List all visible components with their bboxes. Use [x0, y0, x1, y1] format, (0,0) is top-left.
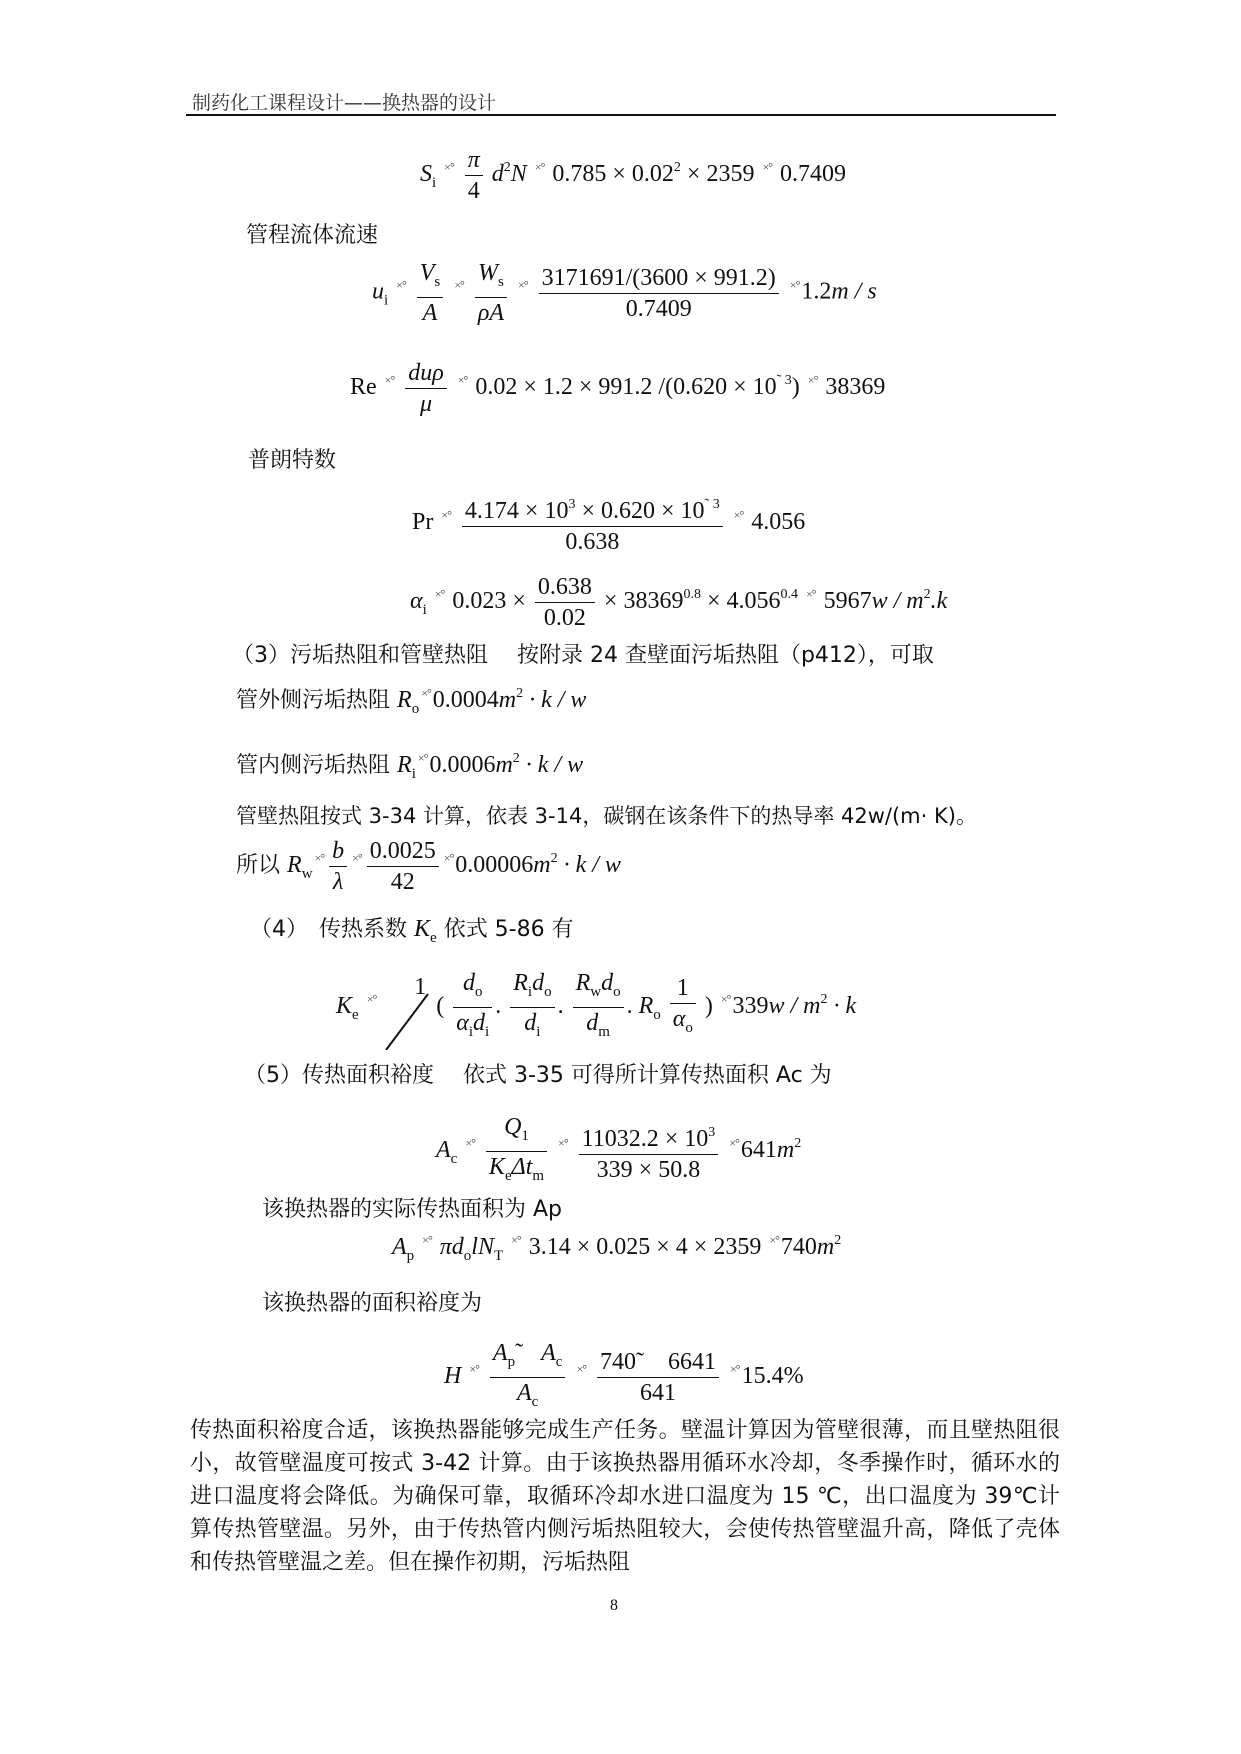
equation-ap: $A_p$ ×° $\pi d_olN_T$ ×° 3.14 × 0.025 × 4 × 2359 $^{\times^\circ}740m^2$	[392, 1233, 842, 1264]
page-number: 8	[610, 1597, 618, 1614]
fraction-slash: 1	[384, 980, 430, 1036]
section-4-heading: （4） 传热系数 $K_e$ 依式 5-86 有	[250, 916, 574, 946]
body-paragraph: 传热面积裕度合适，该换热器能够完成生产任务。壁温计算因为管壁很薄，而且壁热阻很小，故管壁温度可按式 3-42 计算。由于该换热器用循环水冷却，冬季操作时，循环水的进口温度将会降低。为确保可靠，取循环冷却水进口温度为 15 ℃，出口温度为 39℃计算传热管壁温。另外，由于传热管内侧污垢热阻较大，会使传热管壁温升高，降低了壳体和传热管壁温之差。但在操作初期，污垢热阻	[190, 1418, 1060, 1575]
section-3-heading: （3）污垢热阻和管壁热阻 按附录 24 查壁面污垢热阻（p412），可取	[232, 643, 934, 668]
equation-si: $S_i$ ×° $\frac{\pi}{4}$ $d^2N$ ×° $0.785 \times 0.02^2 \times 2359$ ×° 0.7409	[420, 147, 847, 204]
label-tube-velocity: 管程流体流速	[246, 223, 379, 248]
ro-line: 管外侧污垢热阻 $R_o^{\times^\circ}0.0004m^2 \cdot k / w$	[236, 686, 587, 717]
running-header: 制药化工课程设计——换热器的设计	[192, 92, 497, 114]
ri-line: 管内侧污垢热阻 $R_i^{\times^\circ}0.0006m^2 \cdot k / w$	[236, 751, 584, 782]
equation-ke: $K_e$ ×° 1 ( $\frac{d_o}{\alpha_id_i}$ . $\frac{R_id_o}{d_i}$ . $\frac{R_wd_o}{d_m}$ . $R_o$ $\frac{1}{\alpha_o}$ ) $^{\times^\circ}339w / m^2 \cdot k$	[336, 968, 856, 1047]
equation-pr: Pr ×° $\frac{4.174 \times 10^3 \times 0.620 \times 10^{˜ 3}}{0.638}$ ×° 4.056	[412, 490, 805, 557]
h-label: 该换热器的面积裕度为	[262, 1291, 483, 1316]
equation-re: Re ×° $\frac{\text{duρ}}{\mu}$ ×° 0.02 × 1.2 × 991.2 $/(0.620 \times 10^{˜ 3})$ ×° 38369	[350, 360, 886, 417]
wall-resistance-text: 管壁热阻按式 3-34 计算，依表 3-14，碳钢在该条件下的热导率 42w/(m· K)。	[236, 804, 977, 828]
ap-label: 该换热器的实际传热面积为 Ap	[262, 1197, 563, 1222]
rw-line: 所以 $R_w^{\times^\circ}$ $\frac{b}{\lambda}$ ×° $\frac{0.0025}{42}$ $^{\times^\circ}0.00006m^2 \cdot k / w$	[236, 838, 621, 895]
equation-alpha-i: $\alpha_i$ ×° 0.023 × $\frac{0.638}{0.02}$ × $38369^{0.8} \times 4.056^{0.4}$ ×° $5967w / m^2.k$	[410, 574, 948, 631]
label-prandtl: 普朗特数	[248, 448, 337, 473]
equation-ui: $u_i$ ×° $\frac{V_s}{A}$ ×° $\frac{W_s}{\rho A}$ ×° $\frac{3171691/(3600 \times 991.2)}{0.7409}$ ×°1.2m / s	[372, 260, 877, 326]
equation-ac: $A_c$ ×° $\frac{Q_1}{K_e\Delta t_m}$ ×° $\frac{11032.2 \times 10^3}{339 \times 50.8}$ $^{\times^\circ}641m^2$	[436, 1114, 802, 1184]
header-rule	[186, 114, 1056, 116]
section-5-heading: （5）传热面积裕度 依式 3-35 可得所计算传热面积 Ac 为	[244, 1063, 832, 1088]
equation-h: H ×° $\frac{A_p˜ A_c}{A_c}$ ×° $\frac{740˜ 6641}{641}$ ×°15.4%	[444, 1340, 804, 1410]
